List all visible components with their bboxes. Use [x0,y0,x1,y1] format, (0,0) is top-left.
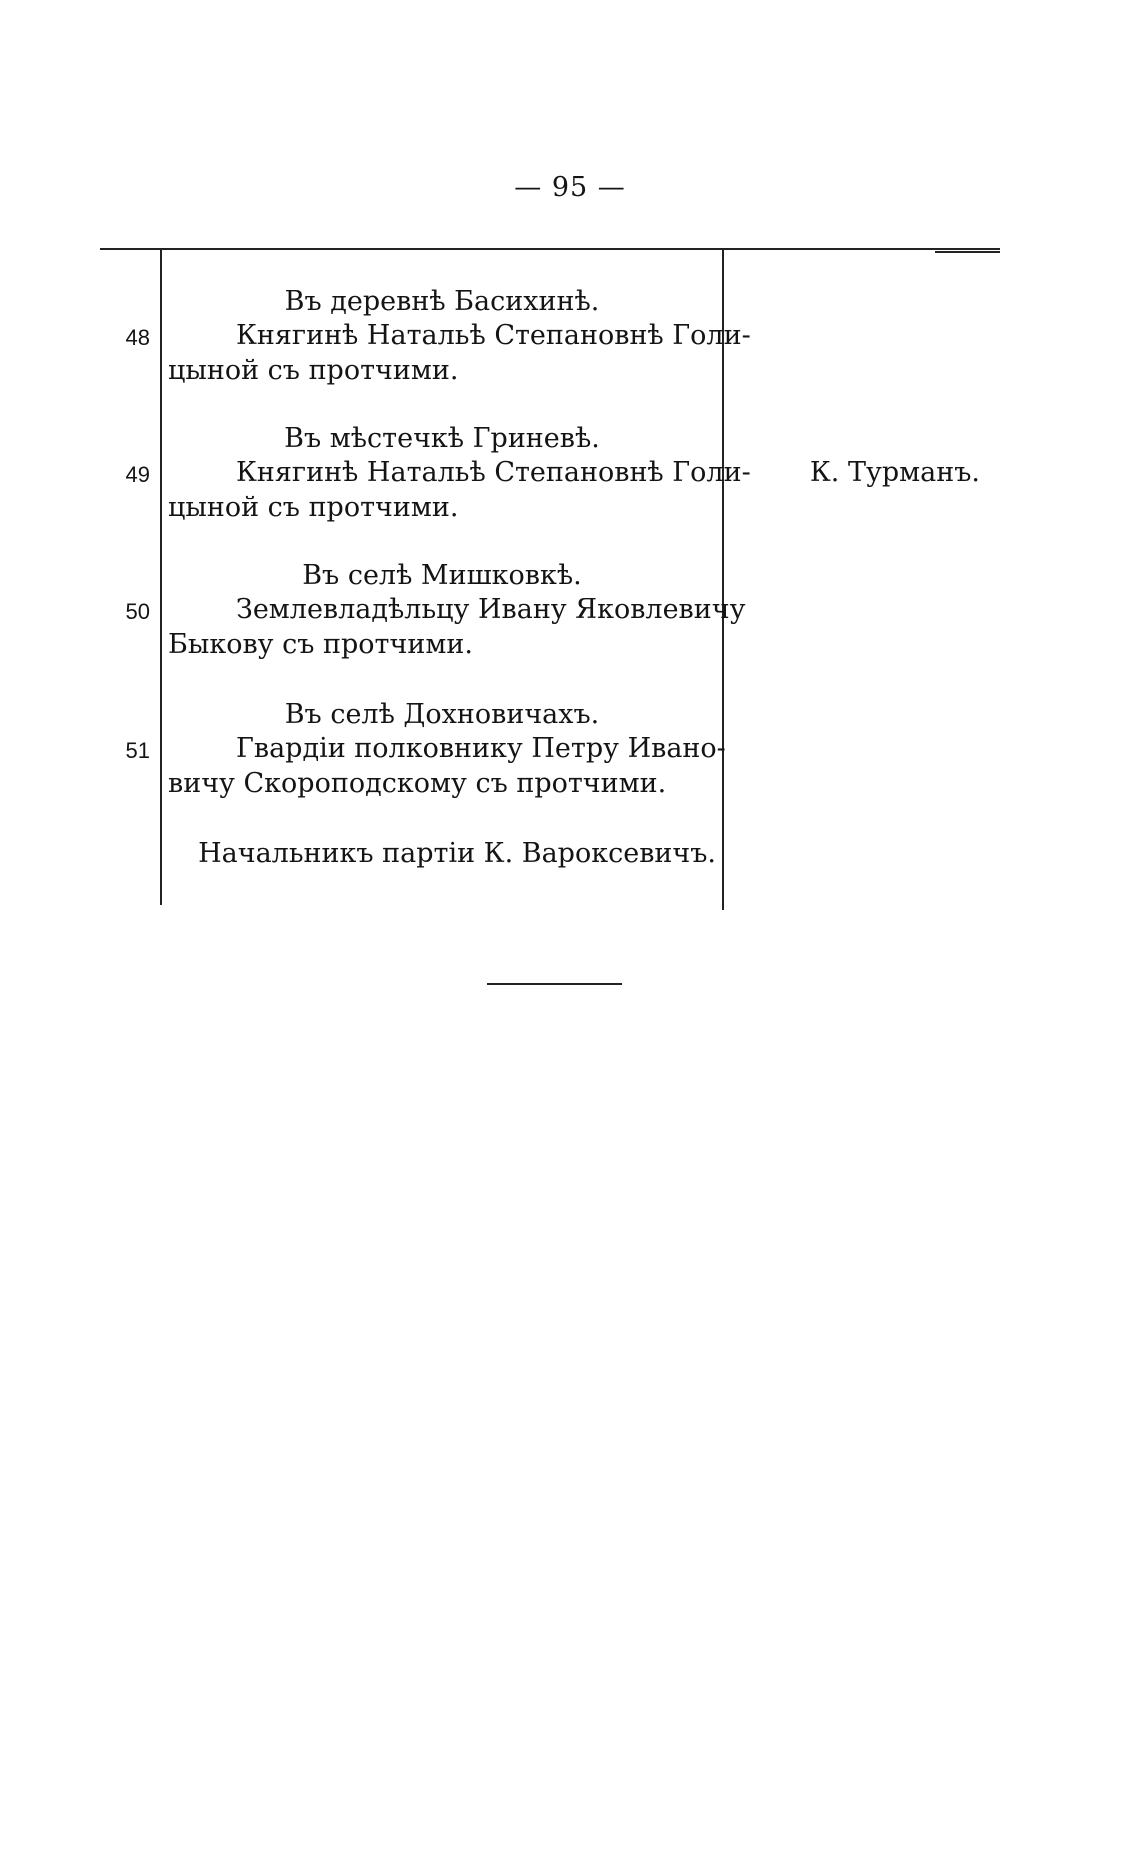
entry-owner-line: цыной съ протчими. [168,492,459,523]
column-divider-left [160,250,162,905]
entry-place: Въ мѣстечкѣ Гриневѣ. [284,423,600,454]
table-top-rule-accent [935,251,1000,253]
entry-owner-line: Княгинѣ Натальѣ Степановнѣ Голи- [236,457,751,488]
signature-line: Начальникъ партіи К. Вароксевичъ. [198,838,716,869]
entry-number: 50 [125,599,150,624]
entry-number: 48 [125,325,150,350]
entry-owner-line: Землевладѣльцу Ивану Яковлевичу [236,594,746,625]
page-number: — 95 — [514,172,626,203]
entry-place: Въ селѣ Мишковкѣ. [302,560,582,591]
entry-place: Въ деревнѣ Басихинѣ. [284,286,600,317]
bottom-rule [487,983,622,985]
entry-owner-line: Быкову съ протчими. [168,629,473,660]
entry-owner-line: вичу Скороподскому съ протчими. [168,768,667,799]
entry-owner-line: Княгинѣ Натальѣ Степановнѣ Голи- [236,320,751,351]
entry-number: 49 [125,462,150,487]
entry-owner-line: цыной съ протчими. [168,355,459,386]
right-column-name: К. Турманъ. [809,457,980,488]
entry-number: 51 [125,738,150,763]
entry-owner-line: Гвардіи полковнику Петру Ивано- [236,733,726,764]
entry-place: Въ селѣ Дохновичахъ. [284,699,600,730]
table-top-rule [100,248,1000,250]
